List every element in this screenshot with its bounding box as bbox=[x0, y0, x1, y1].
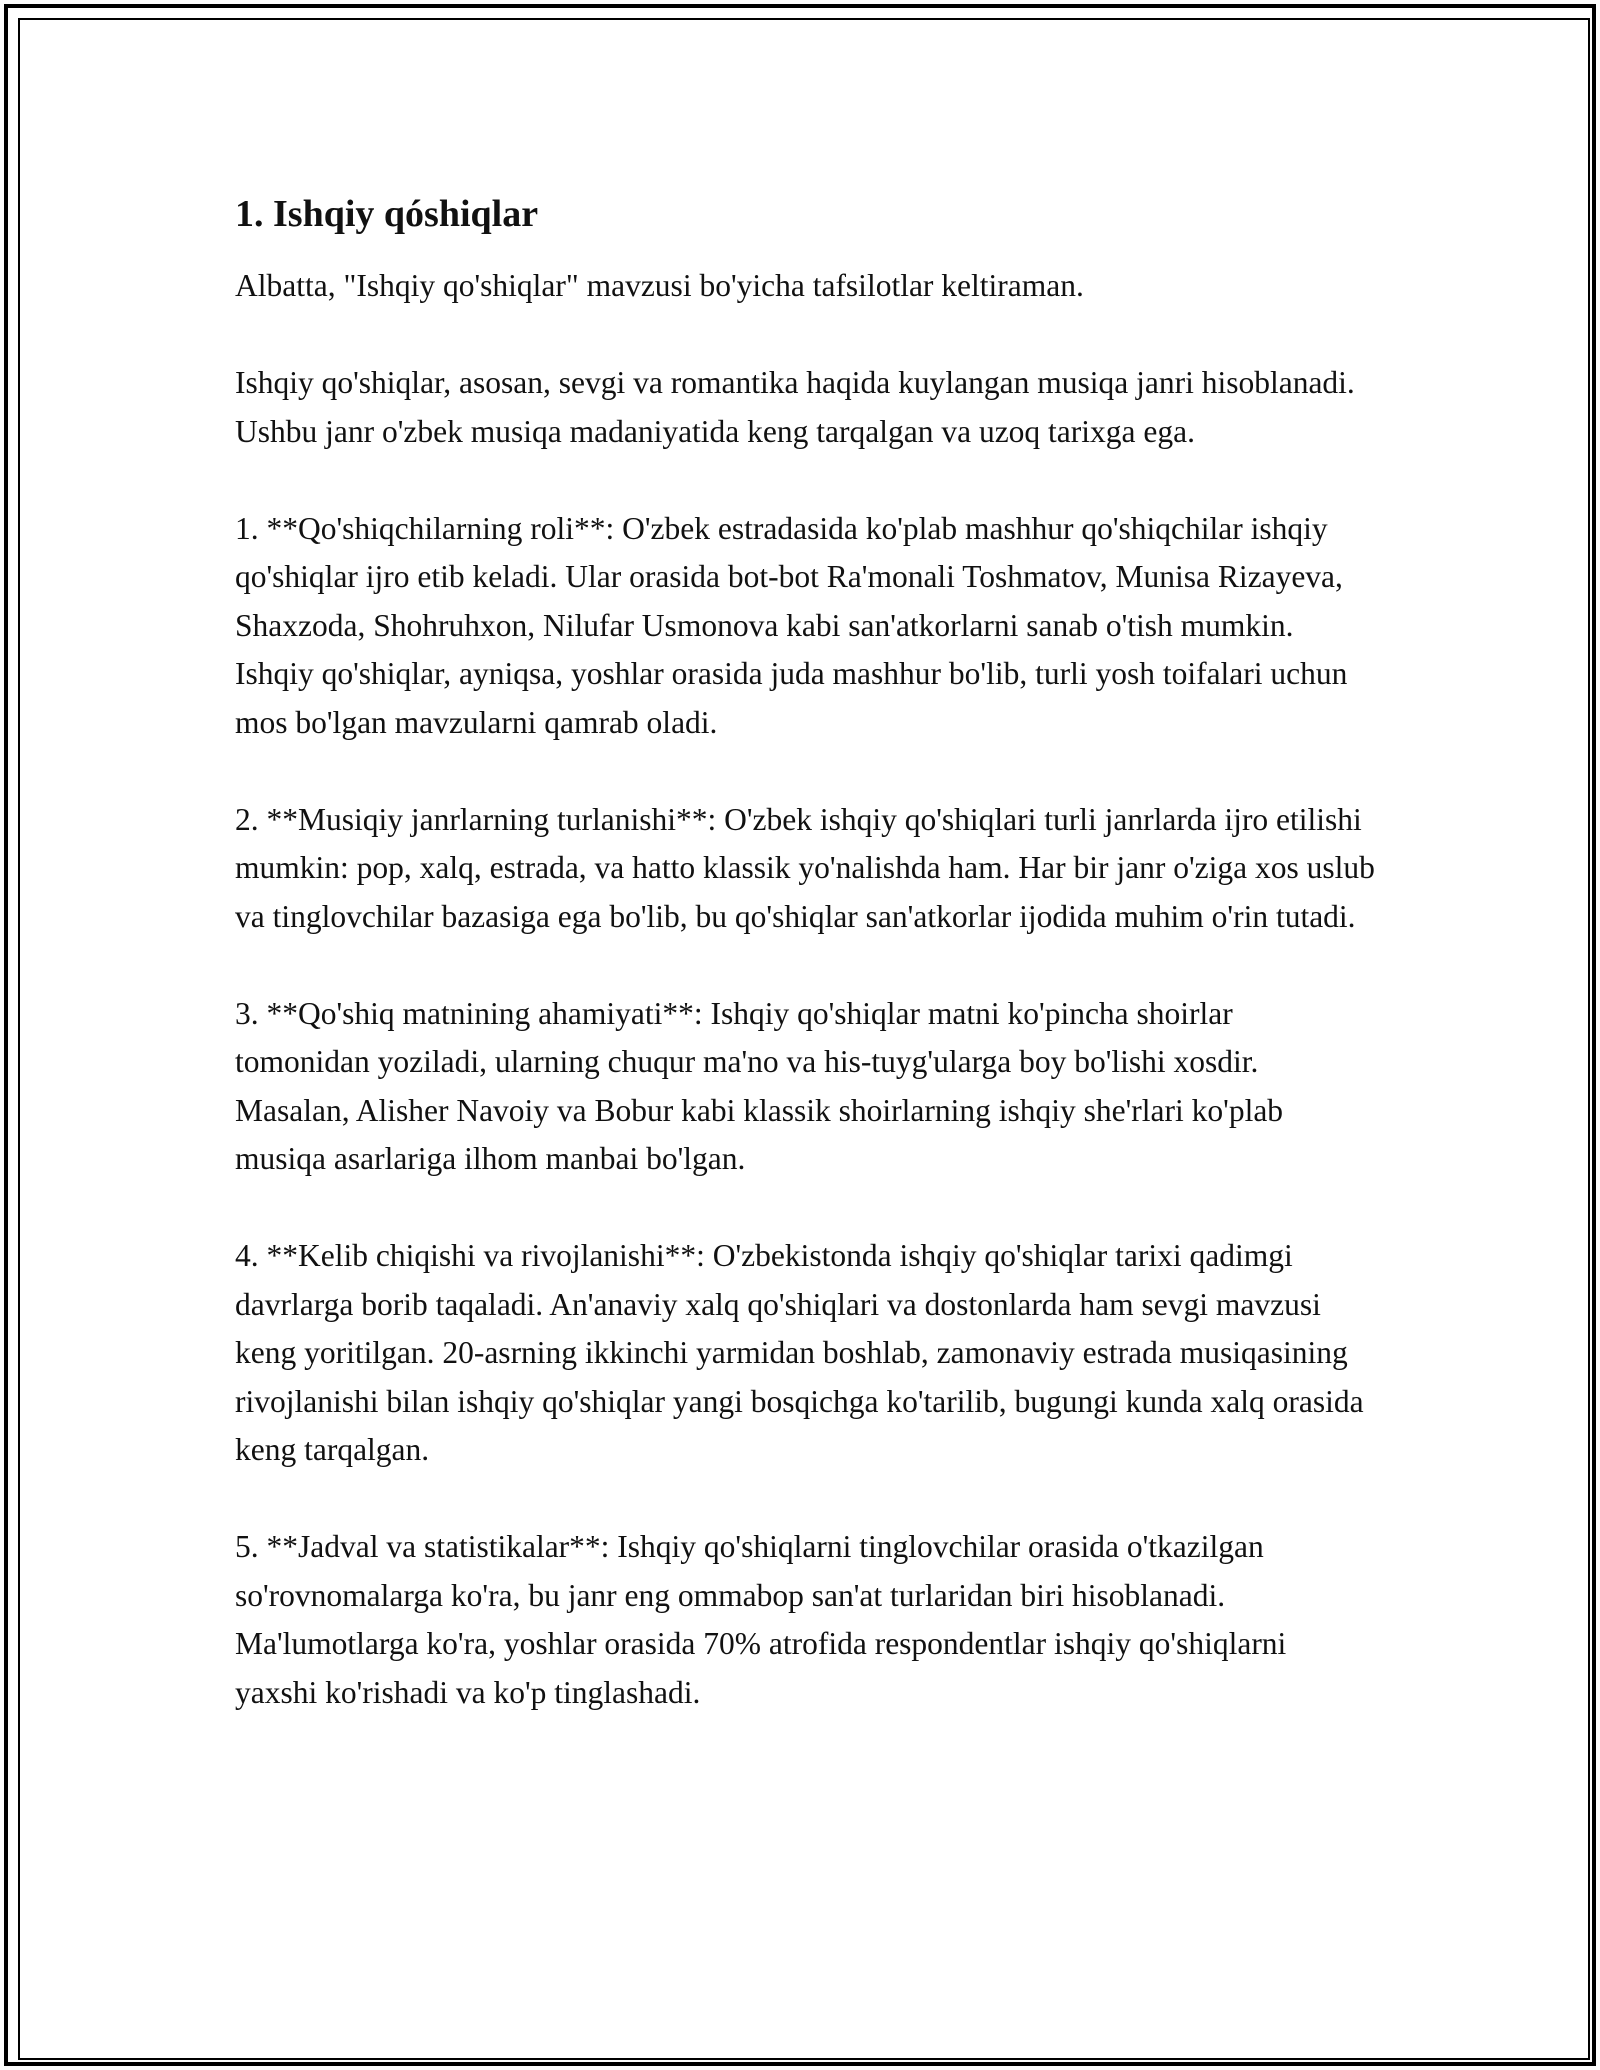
point-origin-development: 4. **Kelib chiqishi va rivojlanishi**: O'zbekistonda ishqiy qo'shiqlar tarixi qadimgi davrlarga borib taqaladi. An'anaviy xalq qo'shiqlari va dostonlarda ham sevgi mavzusi keng yoritilgan. 20-asrning ikkinchi yarmidan boshlab, zamonaviy estrada musiqasining rivojlanishi bilan ishqiy qo'shiqlar yangi bosqichga ko'tarilib, bugungi kunda xalq orasida keng tarqalgan. bbox=[235, 1238, 1364, 1467]
point-lyrics-importance: 3. **Qo'shiq matnining ahamiyati**: Ishqiy qo'shiqlar matni ko'pincha shoirlar tomonidan yoziladi, ularning chuqur ma'no va his-tuyg'ularga boy bo'lishi xosdir. Masalan, Alisher Navoiy va Bobur kabi klassik shoirlarning ishqiy she'rlari ko'plab musiqa asarlariga ilhom manbai bo'lgan. bbox=[235, 995, 1284, 1176]
point-statistics: 5. **Jadval va statistikalar**: Ishqiy qo'shiqlarni tinglovchilar orasida o'tkazilgan so'rovnomalarga ko'ra, bu janr eng ommabop san'at turlaridan biri hisoblanadi. Ma'lumotlarga ko'ra, yoshlar orasida 70% atrofida respondentlar ishqiy qo'shiqlarni yaxshi ko'rishadi va ko'p tinglashadi. bbox=[235, 1529, 1287, 1710]
point-singers-role: 1. **Qo'shiqchilarning roli**: O'zbek estradasida ko'plab mashhur qo'shiqchilar ishqiy qo'shiqlar ijro etib keladi. Ular orasida bot-bot Ra'monali Toshmatov, Munisa Rizayeva, Shaxzoda, Shohruhxon, Nilufar Usmonova kabi san'atkorlarni sanab o'tish mumkin. Ishqiy qo'shiqlar, ayniqsa, yoshlar orasida juda mashhur bo'lib, turli yosh toifalari uchun mos bo'lgan mavzularni qamrab oladi. bbox=[235, 510, 1348, 740]
point-genre-variety: 2. **Musiqiy janrlarning turlanishi**: O'zbek ishqiy qo'shiqlari turli janrlarda ijro etilishi mumkin: pop, xalq, estrada, va hatto klassik yo'nalishda ham. Har bir janr o'ziga xos uslub va tinglovchilar bazasiga ega bo'lib, bu qo'shiqlar san'atkorlar ijodida muhim o'rin tutadi. bbox=[235, 801, 1375, 934]
definition-paragraph: Ishqiy qo'shiqlar, asosan, sevgi va romantika haqida kuylangan musiqa janri hisoblanadi. Ushbu janr o'zbek musiqa madaniyatida keng tarqalgan va uzoq tarixga ega. bbox=[235, 365, 1355, 449]
document-title: 1. Ishqiy qóshiqlar bbox=[235, 193, 539, 235]
intro-paragraph: Albatta, "Ishqiy qo'shiqlar" mavzusi bo'yicha tafsilotlar keltiraman. bbox=[235, 268, 1084, 303]
document-body bbox=[235, 188, 1375, 1766]
